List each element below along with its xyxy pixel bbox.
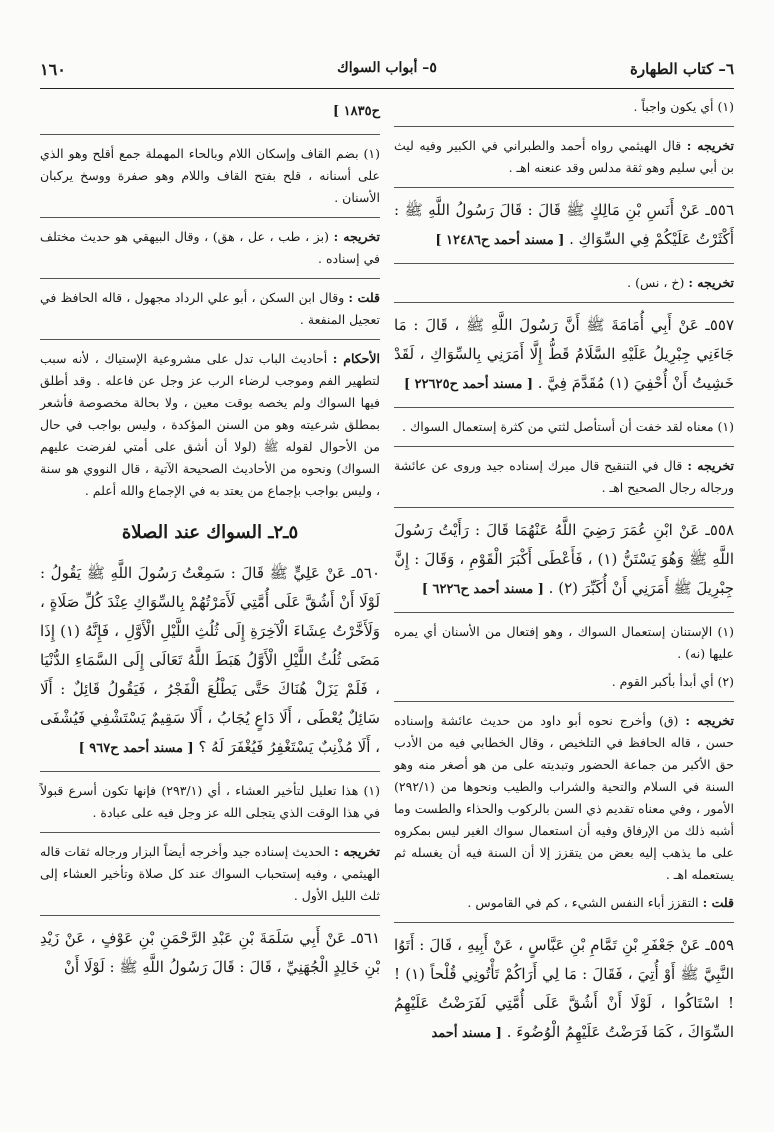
ahkam-label: الأحكام : [332, 351, 380, 366]
divider [394, 407, 734, 408]
takhrij-text: الحديث إسناده جيد وأخرجه أيضاً البزار ورجاله ثقات قاله الهيثمي ، وفيه إستحباب السواك عند كل صلاة وتأخير العشاء إلى ثلث الليل الأول . [40, 844, 380, 903]
divider [40, 217, 380, 218]
qult-text: التقزز أباء النفس الشيء ، كم في القاموس . [467, 895, 699, 910]
hadith-source: [ مسند أحمد ح١٢٤٨٦ ] [435, 233, 565, 248]
divider [40, 339, 380, 340]
subsection-heading: ٥ـ٢ـ السواك عند الصلاة [121, 522, 299, 543]
divider [40, 832, 380, 833]
hadith-560 [40, 559, 380, 763]
divider [394, 187, 734, 188]
hadith-source: [ مسند أحمد [431, 1026, 502, 1041]
divider [40, 134, 380, 135]
takhrij-note [394, 135, 734, 179]
page-header [40, 60, 734, 86]
right-column [394, 96, 734, 1054]
hadith-source: [ مسند أحمد ح٦٢٢٦ ] [421, 582, 544, 597]
hadith-556 [394, 196, 734, 255]
footnote: (١) أي يكون واجباً . [633, 99, 734, 114]
left-column [40, 96, 380, 988]
takhrij-text: (ق) وأخرج نحوه أبو داود من حديث عائشة وإسناده حسن ، قاله الحافظ في التلخيص ، وقال الخطابي فيه من الأدب حق الأكبر من جماعة الحضور وتبديته على من هو أصغر منه وهو السنة في السلام والتحية والشراب والطيب ونحوها من (٢٩٢/١) الأمور ، وفي معناه تقديم ذي السن بالركوب والحذاء والطست وما أشبه ذلك من الإرفاق وفيه أن استعمال سواك الغير ليس بمكروه على ما يذهب إليه بعض من يتقزز إلا أن السنة فيه أن يغسله ثم يستعمله اهـ . [394, 713, 734, 882]
takhrij-note [394, 455, 734, 499]
qult-text: وقال ابن السكن ، أبو علي الرداد مجهول ، قاله الحافظ في تعجيل المنفعة . [40, 290, 380, 327]
takhrij-label: تخريجه : [686, 138, 734, 153]
qult-note [394, 892, 734, 914]
divider [394, 507, 734, 508]
takhrij-label: تخريجه : [687, 458, 734, 473]
takhrij-label: تخريجه : [688, 275, 734, 290]
ahkam-note [40, 348, 380, 502]
divider [394, 446, 734, 447]
footnote: (١) الإستنان إستعمال السواك ، وهو إفتعال من الأسنان أي يمره عليها (نه) . [394, 624, 734, 661]
header-divider [40, 88, 734, 89]
page-number: ١٦٠ [40, 60, 66, 79]
divider [394, 263, 734, 264]
qult-label: قلت : [702, 895, 734, 910]
divider [394, 302, 734, 303]
takhrij-label: تخريجه : [685, 713, 734, 728]
footnote: (١) معناه لقد خفت أن أستأصل لثتي من كثرة إستعمال السواك . [402, 419, 734, 434]
hadith-source: [ مسند أحمد ح٩٦٧ ] [78, 741, 194, 756]
qult-note [40, 287, 380, 331]
takhrij-note [40, 841, 380, 907]
takhrij-text: (خ ، نس) . [627, 275, 685, 290]
ahkam-text: أحاديث الباب تدل على مشروعية الإستياك ، لأنه سبب لتطهير الفم وموجب لرضاء الرب عز وجل عن فاعله . وقد أطلق فيها السواك ولم يخصه بوقت معين ، ولا بحالة مخصوصة فأشعر بمطلق شرعيته وهو من السنن المؤكدة ، وليس بواجب في حال من الأحوال لقوله ﷺ (لولا أن أشق على أمتي لفرضت عليهم السواك) ونحوه من الأحاديث الصحيحة الآتية ، قال النووي هو سنة ، وليس بواجب بإجماع من يعتد به في الإجماع والله أعلم . [40, 351, 380, 498]
takhrij-text: قال الهيثمي رواه أحمد والطبراني في الكبير وفيه ليث بن أبي سليم وهو ثقة مدلس وقد عنعنه اهـ . [394, 138, 734, 175]
hadith-559 [394, 931, 734, 1048]
divider [40, 915, 380, 916]
hadith-text: ٥٥٦ـ عَنْ أَنَسِ بْنِ مَالِكٍ ﷺ قَالَ : قَالَ رَسُولُ اللَّهِ ﷺ : أَكْثَرْتُ عَلَيْكُمْ فِي السِّوَاكِ . [394, 201, 734, 248]
divider [394, 126, 734, 127]
hadith-text: ٥٥٩ـ عَنْ جَعْفَرِ بْنِ تَمَّامِ بْنِ عَبَّاسٍ ، عَنْ أَبِيهِ ، قَالَ : أَتَوُا النَّبِيَّ ﷺ أَوْ أُتِيَ ، فَقَالَ : مَا لِي أَرَاكُمْ تَأْتُونِي قُلْحاً (١) ! ! اسْتَاكُوا ، لَوْلَا أَنْ أَشُقَّ عَلَى أُمَّتِي لَفَرَضْتُ عَلَيْهِمُ السِّوَاكَ ، كَمَا فَرَضْتُ عَلَيْهِمُ الْوُضُوءَ . [394, 936, 734, 1041]
divider [394, 922, 734, 923]
section-title: ٥– أبواب السواك [337, 60, 437, 76]
divider [40, 771, 380, 772]
takhrij-label: تخريجه : [334, 844, 380, 859]
hadith-text: ٥٦١ـ عَنْ أَبِي سَلَمَةَ بْنِ عَبْدِ الرَّحْمَنِ بْنِ عَوْفٍ ، عَنْ زَيْدِ بْنِ خَالِدٍ الْجُهَنِيِّ ، قَالَ : قَالَ رَسُولُ اللَّهِ ﷺ : لَوْلَا أَنْ [40, 929, 380, 976]
divider [40, 278, 380, 279]
footnote: (١) هذا تعليل لتأخير العشاء ، أي (٢٩٣/١) فإنها تكون أسرع قبولاً في هذا الوقت الذي يتجلى الله عز وجل فيه على عبادة . [40, 783, 380, 820]
divider [394, 701, 734, 702]
footnote: (٢) أي أبدأ بأكبر القوم . [611, 674, 734, 689]
hadith-source: [ مسند أحمد ح٢٢٦٢٥ ] [403, 377, 533, 392]
takhrij-text: (بز ، طب ، عل ، هق) ، وقال البيهقي هو حديث مختلف في إسناده . [40, 229, 380, 266]
takhrij-note [394, 272, 734, 294]
takhrij-note [394, 710, 734, 886]
chapter-title: ٦– كتاب الطهارة [630, 60, 734, 78]
footnote: (١) بضم القاف وإسكان اللام وبالحاء المهملة جمع أقلح وهو الذي على أسنانه ، قلح بفتح القاف واللام وهو صفرة ووسخ يركبان الأسنان . [40, 146, 380, 205]
takhrij-note [40, 226, 380, 270]
hadith-source: ح١٨٣٥ ] [332, 104, 380, 119]
divider [394, 612, 734, 613]
takhrij-text: قال في التنقيح قال ميرك إسناده جيد وروى عن عائشة ورجاله رجال الصحيح اهـ . [394, 458, 734, 495]
takhrij-label: تخريجه : [333, 229, 380, 244]
hadith-561 [40, 924, 380, 982]
hadith-source-continued [40, 96, 380, 126]
hadith-557 [394, 311, 734, 399]
hadith-text: ٥٥٧ـ عَنْ أَبِي أُمَامَةَ ﷺ أَنَّ رَسُولَ اللَّهِ ﷺ ، قَالَ : مَا جَاءَنِي جِبْرِيلُ عَلَيْهِ السَّلَامُ قَطُّ إِلَّا أَمَرَنِي بِالسِّوَاكِ ، لَقَدْ خَشِيتُ أَنْ أُحْفِيَ (١) مُقَدَّمَ فِيَّ . [394, 316, 734, 392]
qult-label: قلت : [348, 290, 380, 305]
hadith-text: ٥٥٨ـ عَنْ ابْنِ عُمَرَ رَضِيَ اللَّهُ عَنْهُمَا قَالَ : رَأَيْتُ رَسُولَ اللَّهِ ﷺ وَهُوَ يَسْتَنُّ (١) ، فَأَعْطَى أَكْبَرَ الْقَوْمِ ، وَقَالَ : إِنَّ جِبْرِيلَ ﷺ أَمَرَنِي أَنْ أُكَبِّرَ (٢) . [394, 521, 734, 597]
hadith-558 [394, 516, 734, 604]
hadith-text: ٥٦٠ـ عَنْ عَلِيٍّ ﷺ قَالَ : سَمِعْتُ رَسُولَ اللَّهِ ﷺ يَقُولُ : لَوْلَا أَنْ أَشُقَّ عَلَى أُمَّتِي لَأَمَرْتُهُمْ بِالسِّوَاكِ عِنْدَ كُلِّ صَلَاةٍ ، وَلَأَخَّرْتُ عِشَاءَ الْآخِرَةِ إِلَى ثُلُثِ اللَّيْلِ الْأَوَّلِ ، فَإِنَّهُ (١) إِذَا مَضَى ثُلُثُ اللَّيْلِ الْأَوَّلُ هَبَطَ اللَّهُ تَعَالَى إِلَى السَّمَاءِ الدُّنْيَا ، فَلَمْ يَزَلْ هُنَاكَ حَتَّى يَطْلُعَ الْفَجْرُ ، فَيَقُولُ قَائِلٌ : أَلَا سَائِلٌ يُعْطَى ، أَلَا دَاعٍ يُجَابُ ، أَلَا سَقِيمٌ يَسْتَشْفِي فَيُشْفَى ، أَلَا مُذْنِبٌ يَسْتَغْفِرُ فَيُغْفَرَ لَهُ ؟ [40, 564, 380, 756]
